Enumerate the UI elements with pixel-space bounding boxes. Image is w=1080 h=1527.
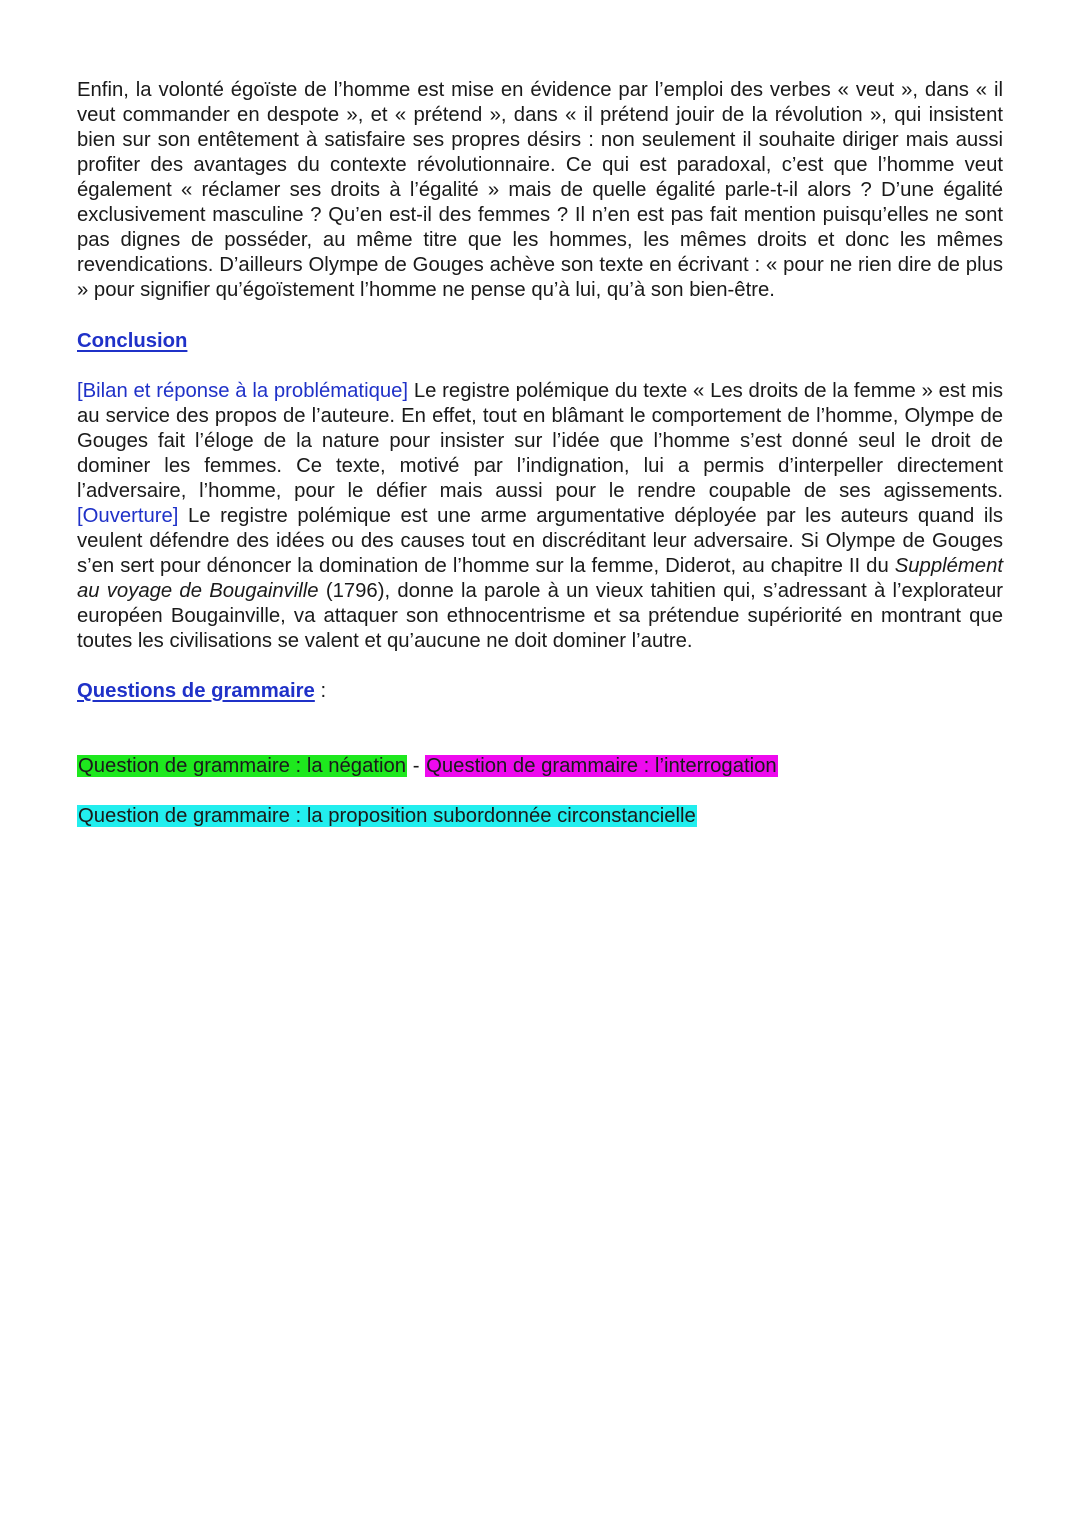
link-interrogation[interactable]: Question de grammaire : l’interrogation — [426, 755, 777, 777]
paragraph-conclusion — [77, 379, 1003, 654]
grammar-heading-colon: : — [314, 680, 327, 702]
conclusion-text-1: Le registre polémique du texte « Les droits de la femme » est mis au service des propos de l’auteure. En effet, tout en blâmant le comportement de l’homme, Olympe de Gouges fait l’éloge de la nature pour insister sur l’idée que l’homme s’est donné seul le droit de dominer les femmes. Ce texte, motivé par l’indignation, lui a permis d’interpeller directement l’adversaire, l’homme, pour le défier mais aussi pour le rendre coupable de ses agissements. — [77, 380, 1004, 502]
link-negation[interactable]: Question de grammaire : la négation — [78, 755, 407, 777]
document-page — [77, 78, 1003, 829]
tag-bilan: [Bilan et réponse à la problématique] — [77, 380, 409, 402]
grammar-heading[interactable]: Questions de grammaire — [77, 680, 315, 702]
conclusion-heading[interactable]: Conclusion — [77, 330, 188, 352]
link-subordonnee[interactable]: Question de grammaire : la proposition subordonnée circonstancielle — [78, 805, 696, 827]
grammar-link-row-2 — [77, 804, 1003, 829]
tag-ouverture: [Ouverture] — [77, 505, 179, 527]
conclusion-text-3: (1796), donne la parole à un vieux tahitien qui, s’adressant à l’explorateur européen Bougainville, va attaquer son ethnocentrisme et sa prétendue supériorité en montrant que toutes les civilisations se valent et qu’aucune ne doit dominer l’autre. — [77, 580, 1003, 652]
paragraph-egoism-text: Enfin, la volonté égoïste de l’homme est mise en évidence par l’emploi des verbes « veut », dans « il veut commander en despote », et « prétend », dans « il prétend jouir de la révolution », qui insistent bien sur son entêtement à satisfaire ses propres désirs : non seulement il souhaite diriger mais aussi profiter des avantages du contexte révolutionnaire. Ce qui est paradoxal, c’est que l’homme veut également « réclamer ses droits à l’égalité » mais de quelle égalité parle-t-il alors ? D’une égalité exclusivement masculine ? Qu’en est-il des femmes ? Il n’en est pas fait mention puisqu’elles ne sont pas dignes de posséder, au même titre que les hommes, les mêmes droits et donc les mêmes revendications. D’ailleurs Olympe de Gouges achève son texte en écrivant : « pour ne rien dire de plus » pour signifier qu’égoïstement l’homme ne pense qu’à lui, qu’à son bien-être. — [77, 79, 1003, 301]
grammar-heading-line — [77, 679, 1003, 704]
grammar-links-row — [77, 754, 1003, 779]
paragraph-egoism — [77, 78, 1003, 303]
book-title: Supplément au voyage de Bougainville — [77, 555, 1003, 602]
link-separator: - — [407, 755, 426, 777]
conclusion-text-2: Le registre polémique est une arme argumentative déployée par les auteurs quand ils veulent défendre des idées ou des causes tout en discréditant leur adversaire. Si Olympe de Gouges s’en sert pour dénoncer la domination de l’homme sur la femme, Diderot, au chapitre II du — [77, 505, 1003, 577]
